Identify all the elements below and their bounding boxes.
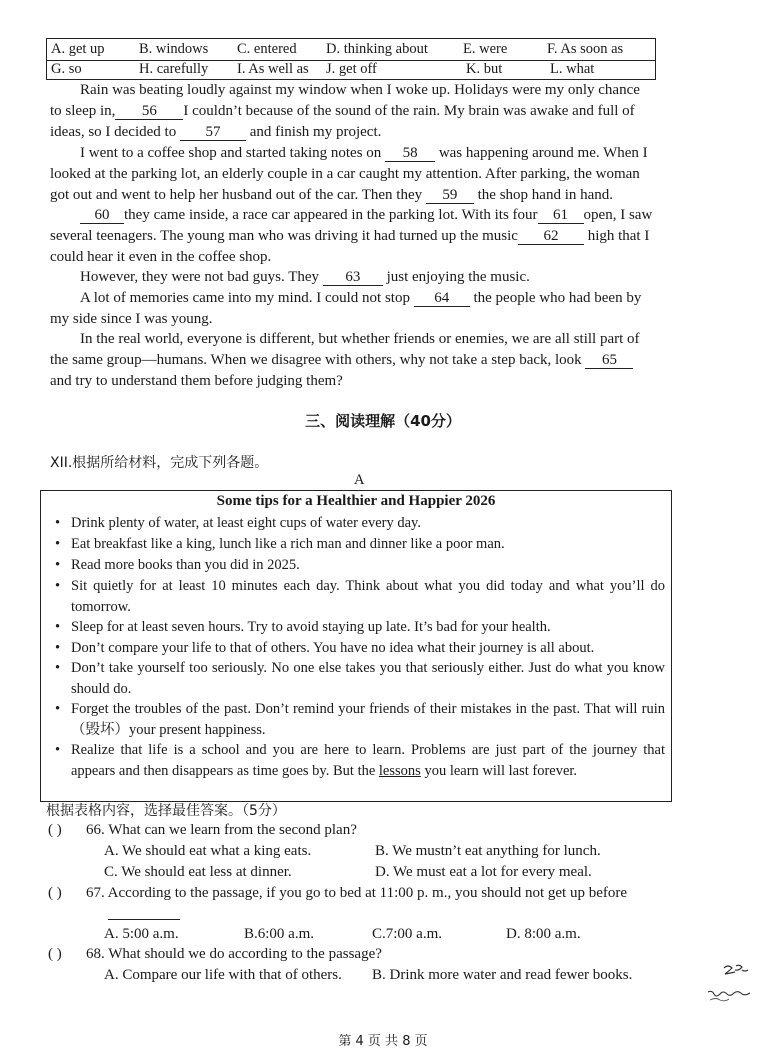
word-bank-option: I. As well as [237,61,309,77]
text-run: just enjoying the music. [386,269,530,285]
passage-line [50,228,649,245]
passage-line [80,290,641,307]
tips-title: Some tips for a Healthier and Happier 2026 [216,493,496,509]
question-stem: 68. What should we do according to the passage? [86,946,382,962]
answer-blank-56[interactable]: 56 [115,104,183,120]
answer-blank-63[interactable]: 63 [323,270,383,286]
word-bank-option: C. entered [237,41,297,57]
text-run: I couldn’t because of the sound of the rain. My brain was awake and full of [183,103,635,119]
word-bank-option: J. get off [326,61,377,77]
option-b[interactable]: B. Drink more water and read fewer books. [372,967,633,983]
word-bank-option: L. what [550,61,595,77]
word-bank-row-2 [47,60,655,80]
tip-text: Drink plenty of water, at least eight cups of water every day. [71,515,421,531]
passage-line [50,103,635,120]
tip-text [71,740,665,781]
bullet-icon: • [55,742,61,758]
option-d[interactable]: D. We must eat a lot for every meal. [375,864,592,880]
bullet-icon: • [55,578,61,594]
text-run: to sleep in, [50,103,116,119]
answer-blank-65[interactable]: 65 [585,353,633,369]
text-run: Realize that life is a school and you are here to learn. Problems are just part of the journey that appears and then disappears as time goes by. But the [71,742,665,779]
tip-text: Don’t compare your life to that of others. You have no idea what their journey is all about. [71,640,595,656]
word-bank-table [46,38,656,80]
word-bank-option: G. so [51,61,82,77]
questions-instruction: 根据表格内容，选择最佳答案。（5分） [46,803,286,819]
bullet-icon: • [55,515,61,531]
option-a[interactable]: A. We should eat what a king eats. [104,843,312,859]
bullet-icon: • [55,536,61,552]
text-run: was happening around me. When I [438,145,648,161]
text-run: open, I saw [583,207,653,223]
answer-blank-64[interactable]: 64 [414,291,470,307]
text-run: got out and went to help her husband out of the car. Then they [50,187,423,203]
word-bank-option: E. were [463,41,508,57]
answer-blank-62[interactable]: 62 [518,229,584,245]
passage-line [80,207,652,224]
tip-text: Sit quietly for at least 10 minutes each day. Think about what you did today and what you’ll do tomorrow. [71,578,665,615]
option-c[interactable]: C.7:00 a.m. [372,926,442,942]
text-run: However, they were not bad guys. They [80,269,320,285]
text-run: you learn will last forever. [424,762,578,779]
word-bank-option: D. thinking about [326,41,428,57]
section-title: 三、阅读理解（40分） [305,412,461,430]
tip-text: Eat breakfast like a king, lunch like a rich man and dinner like a poor man. [71,536,505,552]
bullet-icon: • [55,619,61,635]
option-a[interactable]: A. 5:00 a.m. [104,926,179,942]
passage-letter: A [354,472,365,488]
text-run: several teenagers. The young man who was driving it had turned up the music [50,228,518,244]
option-b[interactable]: B.6:00 a.m. [244,926,314,942]
text-run: the shop hand in hand. [477,187,614,203]
text-run: ideas, so I decided to [50,124,177,140]
handwritten-scribble-icon [706,960,756,1006]
word-bank-option: A. get up [51,41,105,57]
tip-text: Don’t take yourself too seriously. No one else takes you that seriously either. Just do what you know should do. [71,660,665,697]
tip-text: Forget the troubles of the past. Don’t remind your friends of their mistakes in the past. That will ruin（毁坏）your present happiness. [71,701,665,738]
passage-line [50,124,381,141]
answer-blank-61[interactable]: 61 [538,208,584,224]
answer-underline[interactable] [108,919,180,920]
option-a[interactable]: A. Compare our life with that of others. [104,967,342,983]
bullet-icon: • [55,640,61,656]
answer-paren[interactable]: ( ) [48,946,62,962]
bullet-icon: • [55,660,61,676]
question-stem: 67. According to the passage, if you go to bed at 11:00 p. m., you should not get up before [86,885,628,901]
word-bank-option: K. but [466,61,503,77]
text-run: and finish my project. [249,124,382,140]
text-run: the people who had been by [473,290,642,306]
passage-line [50,352,633,369]
text-run: I went to a coffee shop and started taking notes on [80,145,382,161]
answer-paren[interactable]: ( ) [48,885,62,901]
question-stem: 66. What can we learn from the second plan? [86,822,357,838]
word-bank-option: F. As soon as [547,41,624,57]
underlined-word: lessons [378,762,421,779]
passage-line: looked at the parking lot, an elderly couple in a car caught my attention. After parking, the woman [50,166,640,182]
bullet-icon: • [55,557,61,573]
option-d[interactable]: D. 8:00 a.m. [506,926,581,942]
option-b[interactable]: B. We mustn’t eat anything for lunch. [375,843,601,859]
text-run: high that I [587,228,650,244]
answer-blank-58[interactable]: 58 [385,146,435,162]
answer-blank-57[interactable]: 57 [180,125,246,141]
passage-line: Rain was beating loudly against my window when I woke up. Holidays were my only chance [80,82,640,98]
passage-line: my side since I was young. [50,311,213,327]
tips-box [40,490,672,802]
word-bank-row-1 [47,40,655,61]
answer-paren[interactable]: ( ) [48,822,62,838]
answer-blank-59[interactable]: 59 [426,188,474,204]
text-run: they came inside, a race car appeared in the parking lot. With its four [124,207,538,223]
passage-line: could hear it even in the coffee shop. [50,249,272,265]
passage-line [80,269,530,286]
option-c[interactable]: C. We should eat less at dinner. [104,864,292,880]
bullet-icon: • [55,701,61,717]
passage-line [80,145,648,162]
text-run: the same group—humans. When we disagree with others, why not take a step back, look [50,352,582,368]
section-instruction: XII.根据所给材料，完成下列各题。 [50,455,269,471]
passage-line: In the real world, everyone is different, but whether friends or enemies, we are all still part of [80,331,640,347]
answer-blank-60[interactable]: 60 [80,208,124,224]
passage-line: and try to understand them before judging them? [50,373,343,389]
tip-text: Read more books than you did in 2025. [71,557,300,573]
tip-text: Sleep for at least seven hours. Try to avoid staying up late. It’s bad for your health. [71,619,551,635]
passage-line [50,187,613,204]
word-bank-option: B. windows [139,41,209,57]
word-bank-option: H. carefully [139,61,209,77]
text-run: A lot of memories came into my mind. I could not stop [80,290,410,306]
page-footer: 第 4 页 共 8 页 [338,1034,428,1049]
